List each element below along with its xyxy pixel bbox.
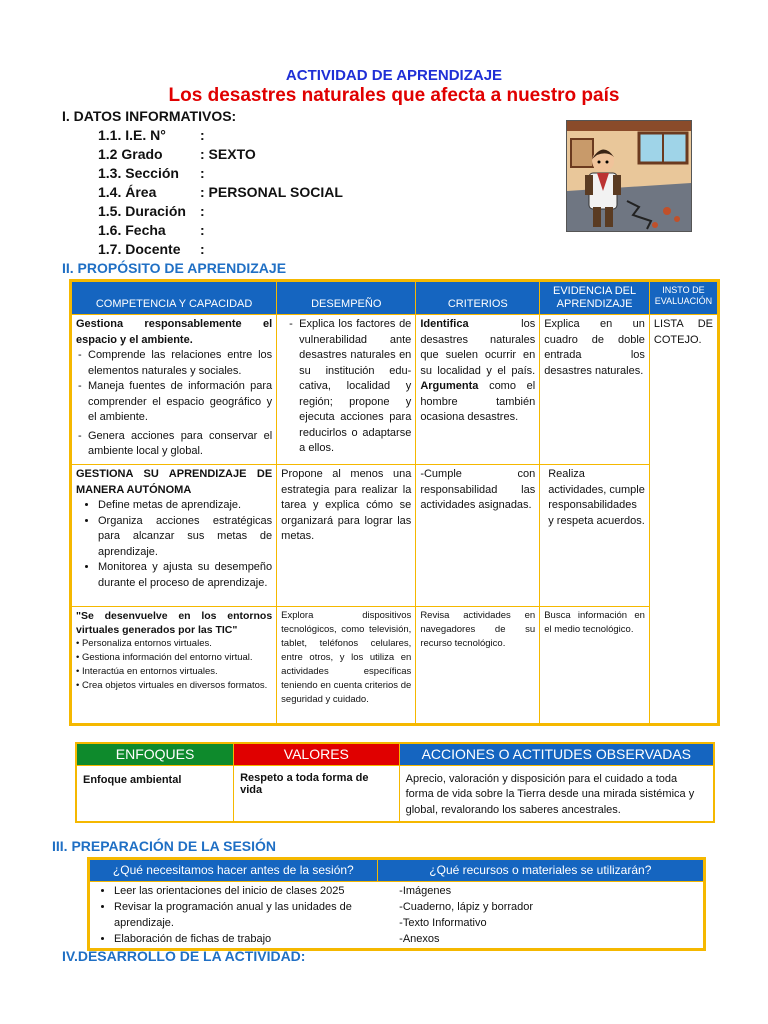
enfoques-table (75, 742, 715, 823)
capacity-item: • Define metas de aprendizaje. (98, 498, 272, 514)
performance-text: - Explica los factores de vulnerabilidad ante desastres naturales en su institución edu-cativa, localidad y región; propone y ejecuta acciones para reducirlos o adaptarse a ellos. (299, 317, 411, 457)
info-label: 1.7. Docente (98, 241, 181, 257)
capacity-item: • Interactúa en entornos virtuales. (76, 665, 272, 679)
valor-cell: Respeto a toda forma de vida (234, 765, 400, 822)
info-value: : SEXTO (200, 146, 256, 162)
criteria-verb: Identifica (420, 318, 469, 330)
row3-criterios: Revisa actividades en navegadores de su recurso tecnológico. (416, 607, 540, 725)
before-item: • Elaboración de fichas de trabajo (114, 931, 373, 947)
header-enfoques: ENFOQUES (76, 743, 234, 765)
header-acciones: ACCIONES O ACTITUDES OBSERVADAS (399, 743, 714, 765)
info-label: 1.5. Duración (98, 203, 186, 219)
competence-title: GESTIONA SU APRENDIZAJE DE MANERA AUTÓNOMA (76, 468, 273, 496)
row2-evidencia: Realiza actividades, cumple responsabilidades y respeta acuerdos. (540, 465, 650, 607)
info-value: : (200, 165, 205, 181)
competence-title: Gestiona responsablemente el espacio y el ambiente. (76, 318, 273, 346)
before-list-cell (89, 882, 378, 950)
resource-item: -Cuaderno, lápiz y borrador (399, 901, 534, 913)
capacity-item: • Monitorea y ajusta su desempeño durante el proceso de aprendizaje. (98, 560, 272, 591)
row1-desempeno (277, 315, 416, 465)
info-label: 1.1. I.E. N° (98, 127, 166, 143)
header-desempeno: DESEMPEÑO (277, 281, 416, 315)
info-value: : (200, 203, 205, 219)
row1-criterios (416, 315, 540, 465)
criteria-text: como el hombre también ocasiona desastres. (420, 380, 536, 423)
criteria-verb: Argumenta (420, 380, 479, 392)
acciones-cell: Aprecio, valoración y disposición para el cuidado a toda forma de vida sobre la Tierra desde una mirada sistémica y global, revalorando los saberes ancestrales. (399, 765, 714, 822)
info-value: : (200, 241, 205, 257)
enfoque-cell: Enfoque ambiental (76, 765, 234, 822)
info-label: 1.6. Fecha (98, 222, 166, 238)
header-criterios: CRITERIOS (416, 281, 540, 315)
section-proposito-title: II. PROPÓSITO DE APRENDIZAJE (62, 260, 287, 276)
info-value: : (200, 222, 205, 238)
info-label: 1.4. Área (98, 184, 157, 200)
info-value: : PERSONAL SOCIAL (200, 184, 343, 200)
info-label: 1.2 Grado (98, 146, 163, 162)
document-title: ACTIVIDAD DE APRENDIZAJE (285, 67, 503, 84)
before-item: • Revisar la programación anual y las unidades de aprendizaje. (114, 899, 373, 931)
capacity-item: • Organiza acciones estratégicas para alcanzar sus metas de aprendizaje. (98, 514, 272, 561)
document-subtitle: Los desastres naturales que afecta a nuestro país (168, 85, 620, 106)
row1-evidencia: Explica en un cuadro de doble entrada los desastres naturales. (540, 315, 650, 465)
resources-list-cell (377, 882, 704, 950)
resource-item: -Texto Informativo (399, 917, 487, 929)
header-evidencia: EVIDENCIA DEL APRENDIZAJE (540, 281, 650, 315)
capacity-item: - Comprende las relaciones entre los elementos naturales y sociales. (88, 348, 272, 379)
row3-competencia (71, 607, 277, 725)
row2-desempeno: Propone al menos una estrategia para realizar la tarea y explica cómo se organizará para lograr las metas. (277, 465, 416, 607)
capacity-item: • Personaliza entornos virtuales. (76, 637, 272, 651)
header-instrumento: INSTO DE EVALUACIÓN (649, 281, 718, 315)
before-item: • Leer las orientaciones del inicio de clases 2025 (114, 883, 373, 899)
header-competencia: COMPETENCIA Y CAPACIDAD (71, 281, 277, 315)
row3-desempeno: Explora dispositivos tecnológicos, como televisión, tablet, teléfonos celulares, entre otros, y los utiliza en actividades específicas teniendo en cuenta criterios de seguridad y cuidado. (277, 607, 416, 725)
section-datos-title: I. DATOS INFORMATIVOS: (62, 108, 237, 124)
row1-competencia (71, 315, 277, 465)
earthquake-illustration (566, 120, 692, 232)
row3-evidencia: Busca información en el medio tecnológico. (540, 607, 650, 725)
row2-competencia (71, 465, 277, 607)
capacity-item: • Gestiona información del entorno virtual. (76, 651, 272, 665)
info-label: 1.3. Sección (98, 165, 179, 181)
instrument-cell: LISTA DE COTEJO. (649, 315, 718, 725)
header-recursos: ¿Qué recursos o materiales se utilizarán? (377, 859, 704, 882)
section-desarrollo-title: IV.DESARROLLO DE LA ACTIVIDAD: (62, 948, 306, 964)
capacity-item: - Genera acciones para conservar el ambiente local y global. (88, 429, 272, 460)
capacity-item: - Maneja fuentes de información para comprender el espacio geográfico y el ambiente. (88, 379, 272, 426)
preparacion-table (87, 857, 706, 951)
resource-item: -Imágenes (399, 885, 452, 897)
header-antes: ¿Qué necesitamos hacer antes de la sesión? (89, 859, 378, 882)
header-valores: VALORES (234, 743, 400, 765)
info-value: : (200, 127, 205, 143)
section-preparacion-title: III. PREPARACIÓN DE LA SESIÓN (52, 838, 277, 854)
row2-criterios: -Cumple con responsabilidad las actividades asignadas. (416, 465, 540, 607)
competence-title: "Se desenvuelve en los entornos virtuales generados por las TIC" (76, 610, 273, 636)
criteria-text: los desastres naturales que suelen ocurrir en su localidad y el país. (420, 318, 536, 377)
proposito-table (69, 279, 720, 726)
capacity-item: • Crea objetos virtuales en diversos formatos. (76, 679, 272, 693)
resource-item: -Anexos (399, 933, 440, 945)
